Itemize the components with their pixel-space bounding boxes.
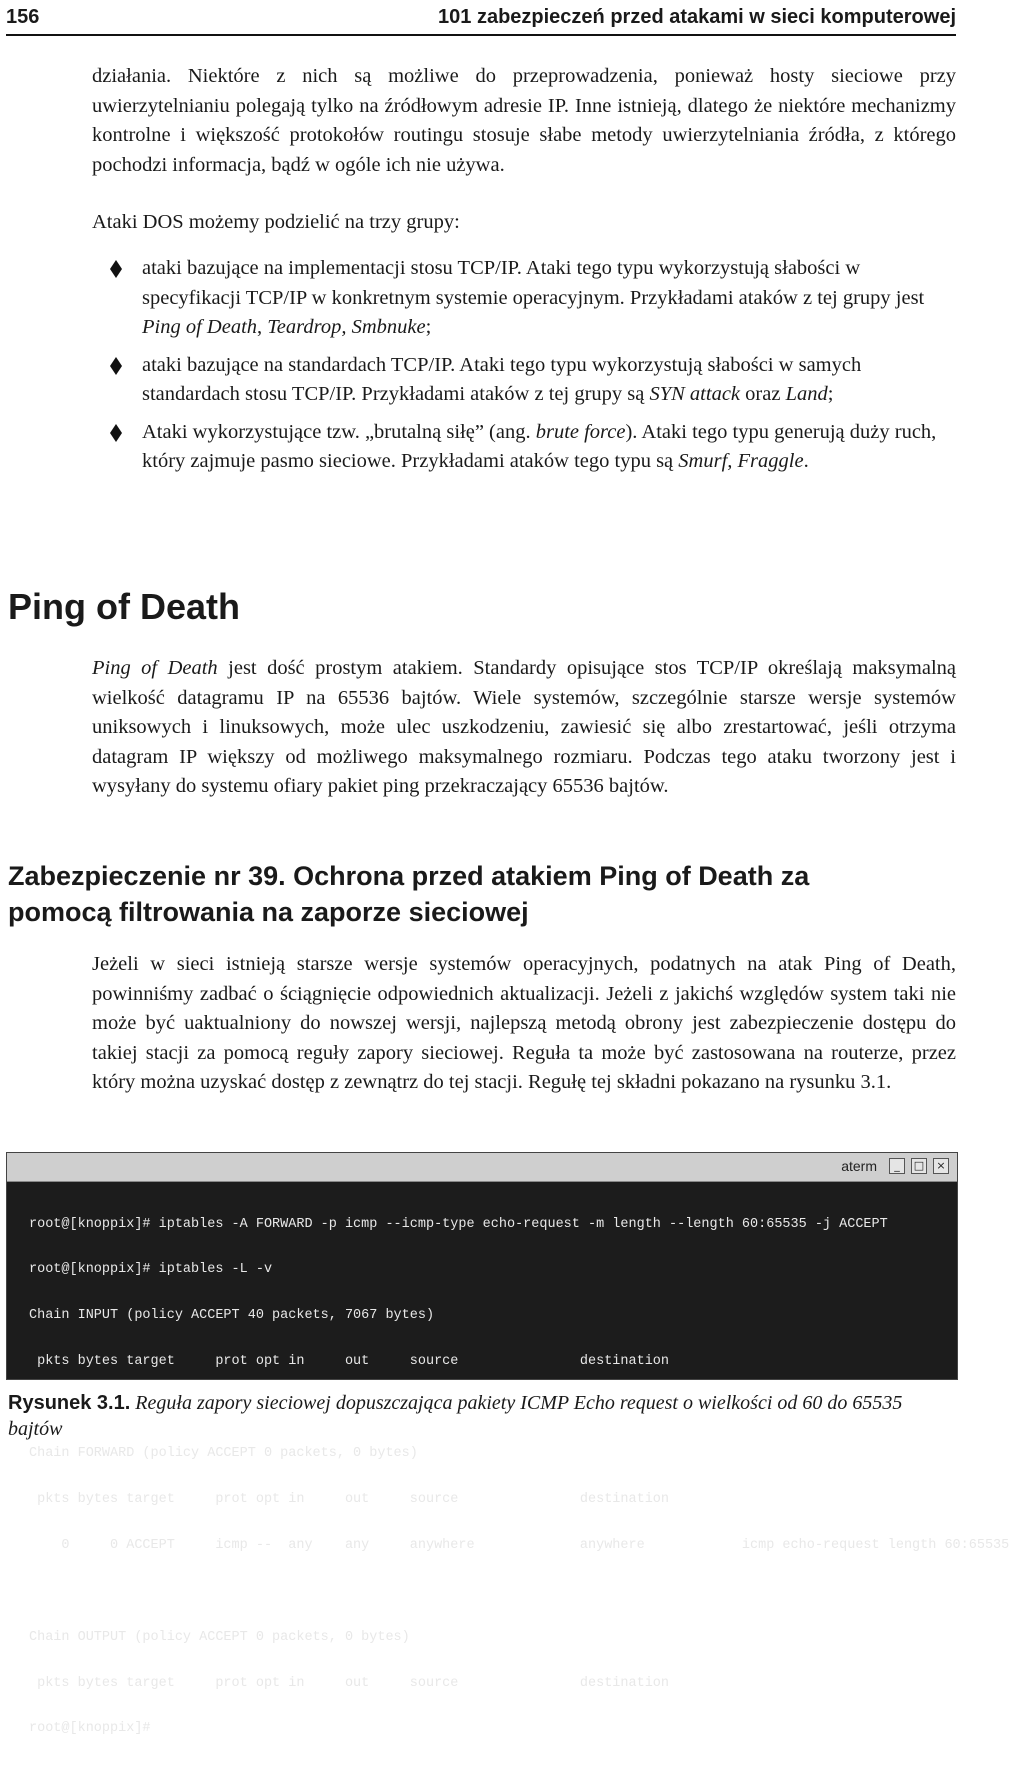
page-number: 156 (6, 5, 40, 28)
list-item: ataki bazujące na implementacji stosu TCP/IP. Ataki tego typu wykorzystują słabości w specyfikacji TCP/IP w konkretnym systemie operacyjnym. Przykładami ataków z tej grupy jest Ping of Death, Teardrop, Smbnuke; (92, 254, 956, 343)
terminal-line: Chain FORWARD (policy ACCEPT 0 packets, 0 bytes) (29, 1446, 418, 1462)
maximize-button[interactable]: □ (911, 1158, 927, 1174)
diamond-bullet-icon (110, 260, 122, 278)
terminal-line: Chain OUTPUT (policy ACCEPT 0 packets, 0 bytes) (29, 1629, 410, 1645)
caption-label: Rysunek 3.1. (8, 1392, 131, 1414)
dos-intro: Ataki DOS możemy podzielić na trzy grupy: (92, 211, 460, 233)
window-titlebar (7, 1153, 957, 1182)
terminal-line: 0 0 ACCEPT icmp -- any any anywhere anywhere icmp echo-request length 60:65535 (29, 1537, 1009, 1553)
terminal-line: root@[knoppix]# iptables -A FORWARD -p icmp --icmp-type echo-request -m length --length 60:65535 -j ACCEPT (29, 1216, 888, 1232)
dos-groups-list (92, 254, 956, 477)
section-heading: Ping of Death (8, 586, 240, 627)
terminal-line: root@[knoppix]# iptables -L -v (29, 1262, 273, 1278)
protection-paragraph: Jeżeli w sieci istnieją starsze wersje systemów operacyjnych, podatnych na atak Ping of Death, powinniśmy zadbać o ściągnięcie odpowiednich aktualizacji. Jeżeli z jakichś względów system taki nie może być uaktualniony do nowszej wersji, najlepszą metodą obrony jest zabezpieczenie dostępu do takiej stacji za pomocą reguły zapory sieciowej. Reguła ta może być zastosowana na routerze, przez który można uzyskać dostęp z zewnątrz do tej stacji. Regułę tej składni pokazano na rysunku 3.1. (92, 953, 956, 1093)
diamond-bullet-icon (110, 424, 122, 442)
close-button[interactable]: × (933, 1158, 949, 1174)
terminal-line: pkts bytes target prot opt in out source destination (29, 1675, 670, 1691)
minimize-button[interactable]: _ (889, 1158, 905, 1174)
terminal-line: Chain INPUT (policy ACCEPT 40 packets, 7067 bytes) (29, 1308, 435, 1324)
book-title: 101 zabezpieczeń przed atakami w sieci komputerowej (438, 5, 956, 28)
running-head (6, 0, 956, 36)
intro-paragraph: działania. Niektóre z nich są możliwe do przeprowadzenia, ponieważ hosty sieciowe przy uwierzytelnianiu polegają tylko na źródłowym adresie IP. Inne istnieją, dlatego że niektóre mechanizmy kontrolne i większość protokołów routingu stosuje słabe metody uwierzytelniania źródła, z którego pochodzi informacja, bądź w ogóle ich nie używa. (92, 65, 956, 176)
ping-of-death-paragraph: Ping of Death jest dość prostym atakiem. Standardy opisujące stos TCP/IP określają maksymalną wielkość datagramu IP na 65536 bajtów. Wiele systemów, szczególnie starsze wersje systemów uniksowych i linuksowych, może ulec uszkodzeniu, zawiesić się albo zrestartować, jeśli otrzyma datagram IP większy od możliwego maksymalnego rozmiaru. Podczas tego ataku tworzony jest i wysyłany do systemu ofiary pakiet ping przekraczający 65536 bajtów. (92, 657, 956, 797)
caption-text: Reguła zapory sieciowej dopuszczająca pakiety ICMP Echo request o wielkości od 60 do 65535 bajtów (8, 1392, 903, 1440)
diamond-bullet-icon (110, 357, 122, 375)
window-title: aterm (841, 1158, 877, 1174)
subsection-heading: Zabezpieczenie nr 39. Ochrona przed atakiem Ping of Death za pomocą filtrowania na zaporze sieciowej (8, 861, 810, 927)
list-item: ataki bazujące na standardach TCP/IP. Ataki tego typu wykorzystują słabości w samych standardach stosu TCP/IP. Przykładami ataków z tej grupy są SYN attack oraz Land; (92, 351, 956, 410)
terminal-line: pkts bytes target prot opt in out source destination (29, 1354, 670, 1370)
terminal-output[interactable] (7, 1182, 1009, 1767)
terminal-line: root@[knoppix]# (29, 1721, 159, 1737)
figure-caption (8, 1390, 956, 1442)
terminal-line: pkts bytes target prot opt in out source destination (29, 1491, 670, 1507)
terminal-line (29, 1584, 957, 1599)
list-item: Ataki wykorzystujące tzw. „brutalną siłę” (ang. brute force). Ataki tego typu generują duży ruch, który zajmuje pasmo sieciowe. Przykładami ataków tego typu są Smurf, Fraggle. (92, 418, 956, 477)
